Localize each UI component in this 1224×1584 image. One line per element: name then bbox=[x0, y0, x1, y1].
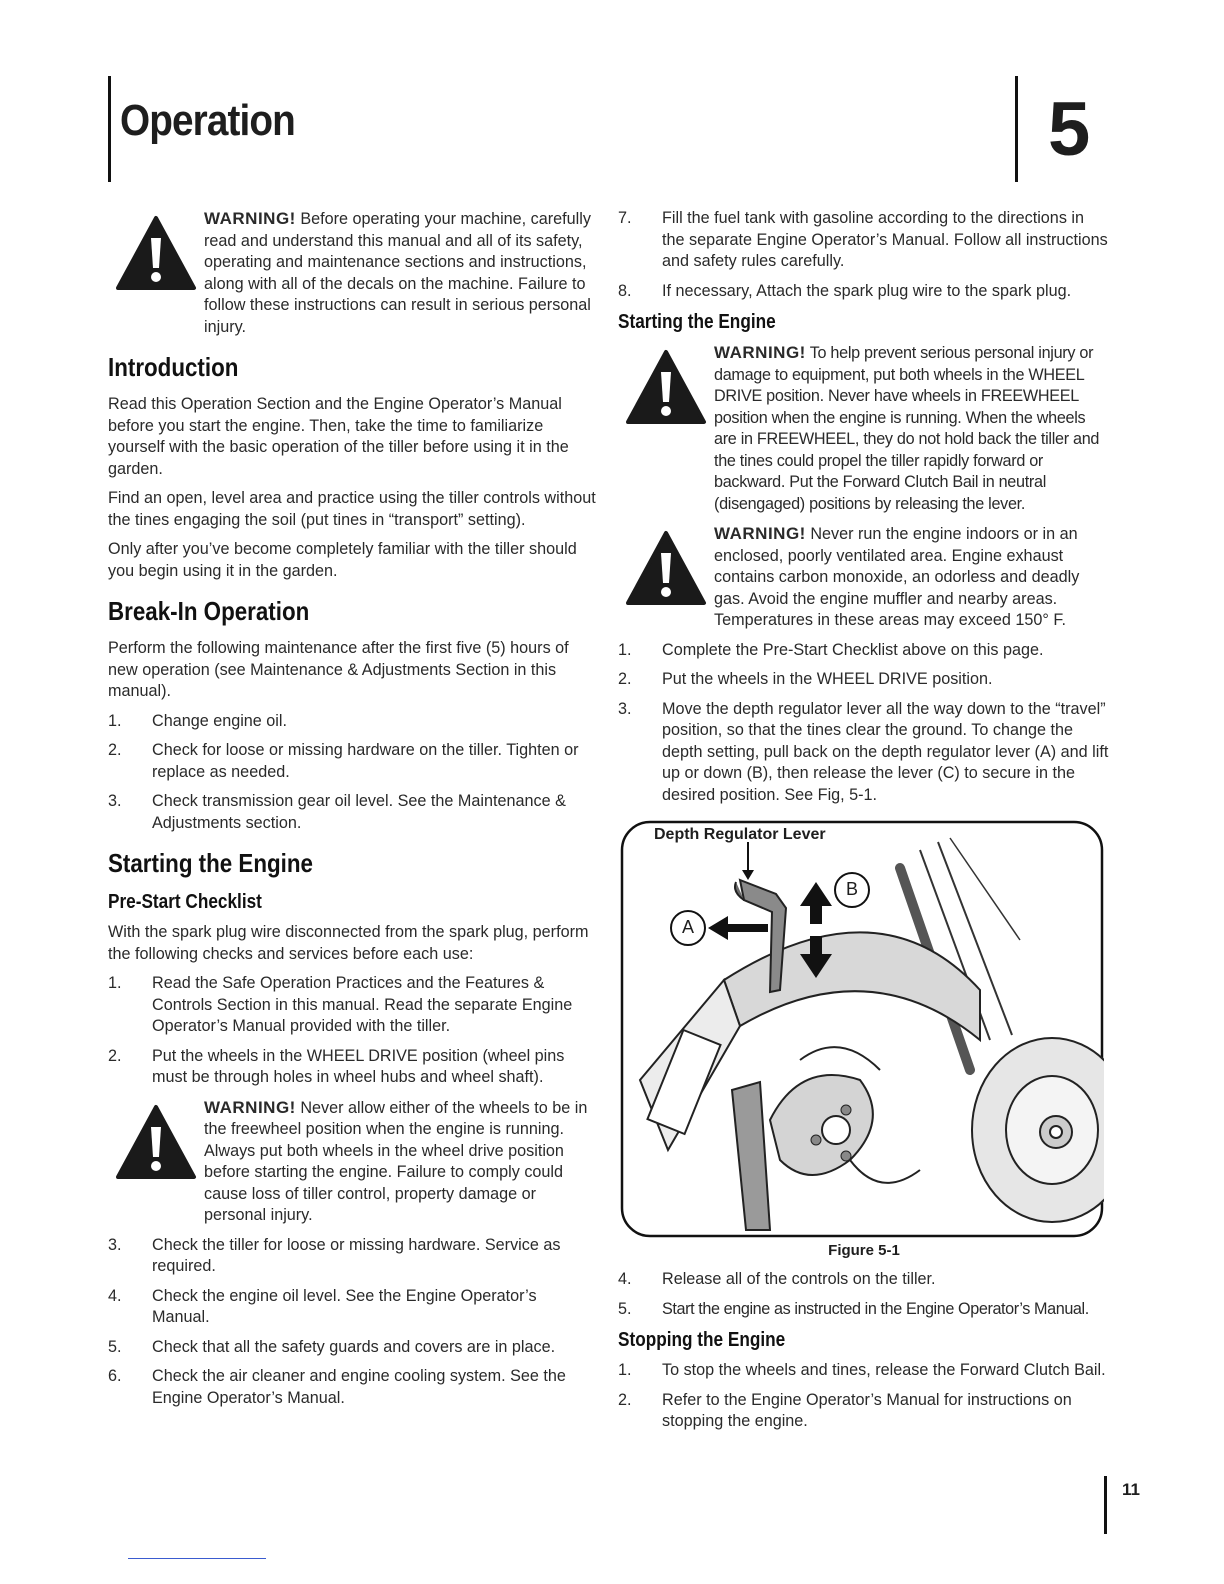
warning-text: To help prevent serious personal injury or damage to equipment, put both wheels in the WHEEL DRIVE position. Never have wheels in FREEWHEEL position when the engine is running. When the wheels are in FREEWHEEL, they do not hold back the tiller and the tines could propel the tiller rapidly forward or backward. Put the Forward Clutch Bail in neutral (disengaged) positions by releasing the lever. bbox=[714, 344, 1100, 513]
tiller-illustration bbox=[620, 820, 1104, 1238]
right-column bbox=[618, 208, 1110, 1441]
warning-label: WARNING! bbox=[204, 1097, 296, 1117]
chapter-number: 5 bbox=[1048, 87, 1091, 172]
warning-text: Before operating your machine, carefully read and understand this manual and all of its safety, operating and maintenance sections and instructions, along with all of the decals on the machine. Failure to follow these instructions can result in serious personal injury. bbox=[204, 210, 591, 336]
breakin-heading: Break-In Operation bbox=[108, 596, 310, 626]
list-item: 3. Check transmission gear oil level. See the Maintenance & Adjustments section. bbox=[108, 792, 566, 832]
introduction-heading: Introduction bbox=[108, 352, 239, 382]
intro-paragraph-3: Only after you’ve become completely familiar with the tiller should you begin using it in the garden. bbox=[108, 540, 577, 580]
warning-icon bbox=[108, 1097, 204, 1227]
warning-label: WARNING! bbox=[714, 524, 806, 543]
warning-label: WARNING! bbox=[204, 209, 296, 228]
warning-icon bbox=[618, 523, 714, 632]
stopping-heading: Stopping the Engine bbox=[618, 1329, 786, 1351]
warning-text: Never allow either of the wheels to be in the freewheel position when the engine is running. Always put both wheels in the wheel drive position before starting the engine. Failure to comply could cause loss of tiller control, property damage or personal injury. bbox=[204, 1098, 588, 1224]
prestart-subheading: Pre-Start Checklist bbox=[108, 891, 262, 913]
list-item: 4. Release all of the controls on the tiller. bbox=[618, 1270, 936, 1288]
breakin-intro: Perform the following maintenance after the first five (5) hours of new operation (see Maintenance & Adjustments Section in this manual). bbox=[108, 639, 569, 700]
warning-label: WARNING! bbox=[714, 343, 806, 362]
chapter-rule bbox=[1015, 76, 1018, 182]
freewheel-warning bbox=[108, 1097, 596, 1227]
figure-label-b: B bbox=[845, 879, 858, 899]
figure-label-a: A bbox=[681, 917, 694, 937]
list-item: 1. Change engine oil. bbox=[108, 711, 288, 730]
list-item: 3. Move the depth regulator lever all the way down to the “travel” position, so that the tines clear the ground. To change the depth setting, pull back on the depth regulator lever (A) and lift up or down (B), then release the lever (C) to secure in the desired position. See Fig, 5-1. bbox=[618, 699, 1109, 804]
title-rule bbox=[108, 76, 111, 182]
list-item: 2. Put the wheels in the WHEEL DRIVE position (wheel pins must be through holes in wheel hubs and wheel shaft). bbox=[108, 1046, 565, 1086]
footer-line bbox=[128, 1558, 266, 1559]
warning-icon bbox=[108, 208, 204, 338]
starting-heading: Starting the Engine bbox=[108, 848, 313, 878]
page-number: 11 bbox=[1122, 1480, 1140, 1499]
warning-icon bbox=[618, 342, 714, 515]
list-item: 4. Check the engine oil level. See the Engine Operator’s Manual. bbox=[108, 1286, 537, 1326]
list-item: 1. To stop the wheels and tines, release the Forward Clutch Bail. bbox=[618, 1361, 1106, 1379]
left-column bbox=[108, 208, 596, 1417]
prestart-intro: With the spark plug wire disconnected from the spark plug, perform the following checks and services before each use: bbox=[108, 923, 589, 963]
list-item: 7. Fill the fuel tank with gasoline according to the directions in the separate Engine Operator’s Manual. Follow all instructions and safety rules carefully. bbox=[618, 209, 1108, 270]
figure-caption: Figure 5-1 bbox=[828, 1242, 900, 1259]
list-item: 2. Refer to the Engine Operator’s Manual for instructions on stopping the engine. bbox=[618, 1390, 1072, 1430]
list-item: 2. Check for loose or missing hardware on the tiller. Tighten or replace as needed. bbox=[108, 741, 579, 781]
list-item: 1. Complete the Pre-Start Checklist above on this page. bbox=[618, 640, 1044, 659]
figure-callout: Depth Regulator Lever bbox=[654, 826, 826, 843]
list-item: 1. Read the Safe Operation Practices and the Features & Controls Section in this manual. Read the separate Engine Operator’s Manual provided with the tiller. bbox=[108, 974, 573, 1035]
intro-warning bbox=[108, 208, 596, 338]
list-item: 5. Start the engine as instructed in the Engine Operator’s Manual. bbox=[618, 1299, 1089, 1318]
intro-paragraph-2: Find an open, level area and practice using the tiller controls without the tines engaging the soil (put tines in “transport” setting). bbox=[108, 489, 596, 529]
list-item: 2. Put the wheels in the WHEEL DRIVE position. bbox=[618, 670, 993, 688]
list-item: 8. If necessary, Attach the spark plug wire to the spark plug. bbox=[618, 281, 1072, 300]
exhaust-warning bbox=[618, 523, 1110, 632]
page-number-rule bbox=[1104, 1476, 1107, 1534]
chapter-title: Operation bbox=[120, 96, 295, 145]
starting-engine-heading: Starting the Engine bbox=[618, 311, 776, 333]
list-item: 3. Check the tiller for loose or missing hardware. Service as required. bbox=[108, 1235, 561, 1275]
intro-paragraph-1: Read this Operation Section and the Engine Operator’s Manual before you start the engine. Then, take the time to familiarize yourself with the basic operation of the tiller before using it in the garden. bbox=[108, 395, 569, 478]
wheel-drive-warning bbox=[618, 342, 1110, 515]
list-item: 6. Check the air cleaner and engine cooling system. See the Engine Operator’s Manual. bbox=[108, 1367, 566, 1407]
list-item: 5. Check that all the safety guards and covers are in place. bbox=[108, 1337, 556, 1356]
tiller-figure bbox=[620, 820, 1104, 1238]
warning-text: Never run the engine indoors or in an enclosed, poorly ventilated area. Engine exhaust contains carbon monoxide, an odorless and deadly gas. Avoid the engine muffler and nearby areas. Temperatures in these areas may exceed 150° F. bbox=[714, 525, 1080, 629]
